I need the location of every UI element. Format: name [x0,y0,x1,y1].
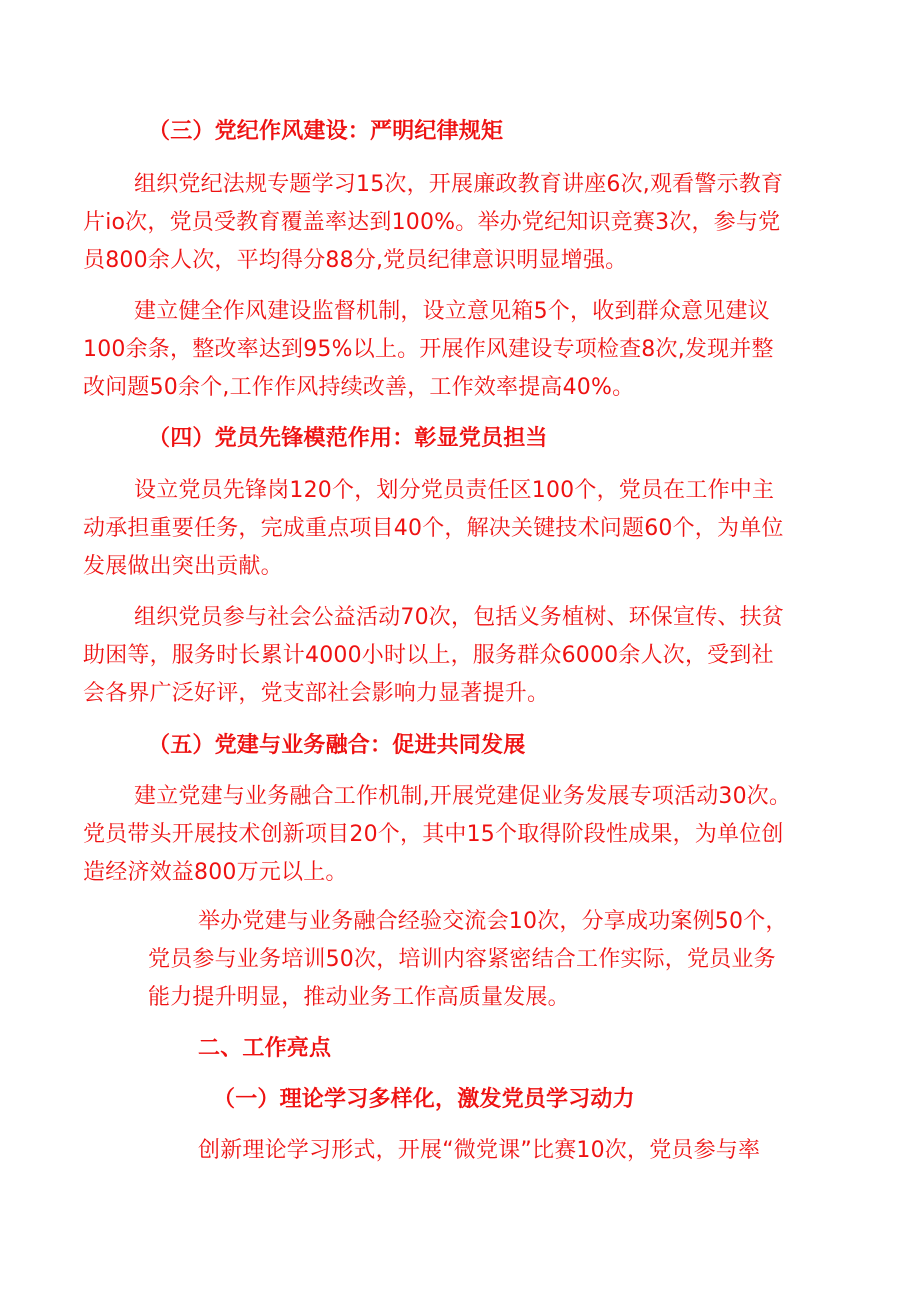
section-heading-5: （五）党建与业务融合：促进共同发展 [148,733,526,758]
paragraph-line: 会各界广泛好评，党支部社会影响力显著提升。 [83,681,550,706]
paragraph-line: 发展做出突出贡献。 [83,554,283,579]
paragraph-line: 造经济效益800万元以上。 [83,860,348,885]
subsection-heading-1: （一）理论学习多样化，激发党员学习动力 [213,1087,635,1112]
paragraph-line: 助困等，服务时长累计4000小时以上，服务群众6000余人次，受到社 [83,643,774,668]
paragraph-line: 党员带头开展技术创新项目20个，其中15个取得阶段性成果，为单位创 [83,822,784,847]
paragraph-line: 创新理论学习形式，开展“微党课”比赛10次，党员参与率 [198,1138,761,1163]
paragraph-line: 动承担重要任务，完成重点项目40个，解决关键技术问题60个，为单位 [83,516,784,541]
paragraph-line: 员800余人次，平均得分88分,党员纪律意识明显增强。 [83,248,628,273]
section-heading-4: （四）党员先锋模范作用：彰显党员担当 [148,426,548,451]
paragraph-line: 设立党员先锋岗120个，划分党员责任区100个，党员在工作中主 [134,478,775,503]
section-heading-3: （三）党纪作风建设：严明纪律规矩 [148,119,504,144]
paragraph-line: 100余条，整改率达到95%以上。开展作风建设专项检查8次,发现并整 [83,337,774,362]
part-heading-2: 二、工作亮点 [198,1036,332,1061]
paragraph-line: 建立健全作风建设监督机制，设立意见箱5个，收到群众意见建议 [134,299,770,324]
paragraph-line: 片io次，党员受教育覆盖率达到100%。举办党纪知识竞赛3次，参与党 [83,210,781,235]
paragraph-line: 改问题50余个,工作作风持续改善，工作效率提高40%。 [83,375,635,400]
paragraph-line: 建立党建与业务融合工作机制,开展党建促业务发展专项活动30次。 [134,784,792,809]
paragraph-line: 举办党建与业务融合经验交流会10次，分享成功案例50个， [198,909,788,934]
paragraph-line: 党员参与业务培训50次，培训内容紧密结合工作实际，党员业务 [148,947,776,972]
paragraph-line: 组织党员参与社会公益活动70次，包括义务植树、环保宣传、扶贫 [134,605,784,630]
paragraph-line: 能力提升明显，推动业务工作高质量发展。 [148,985,570,1010]
paragraph-line: 组织党纪法规专题学习15次，开展廉政教育讲座6次,观看警示教育 [134,172,784,197]
